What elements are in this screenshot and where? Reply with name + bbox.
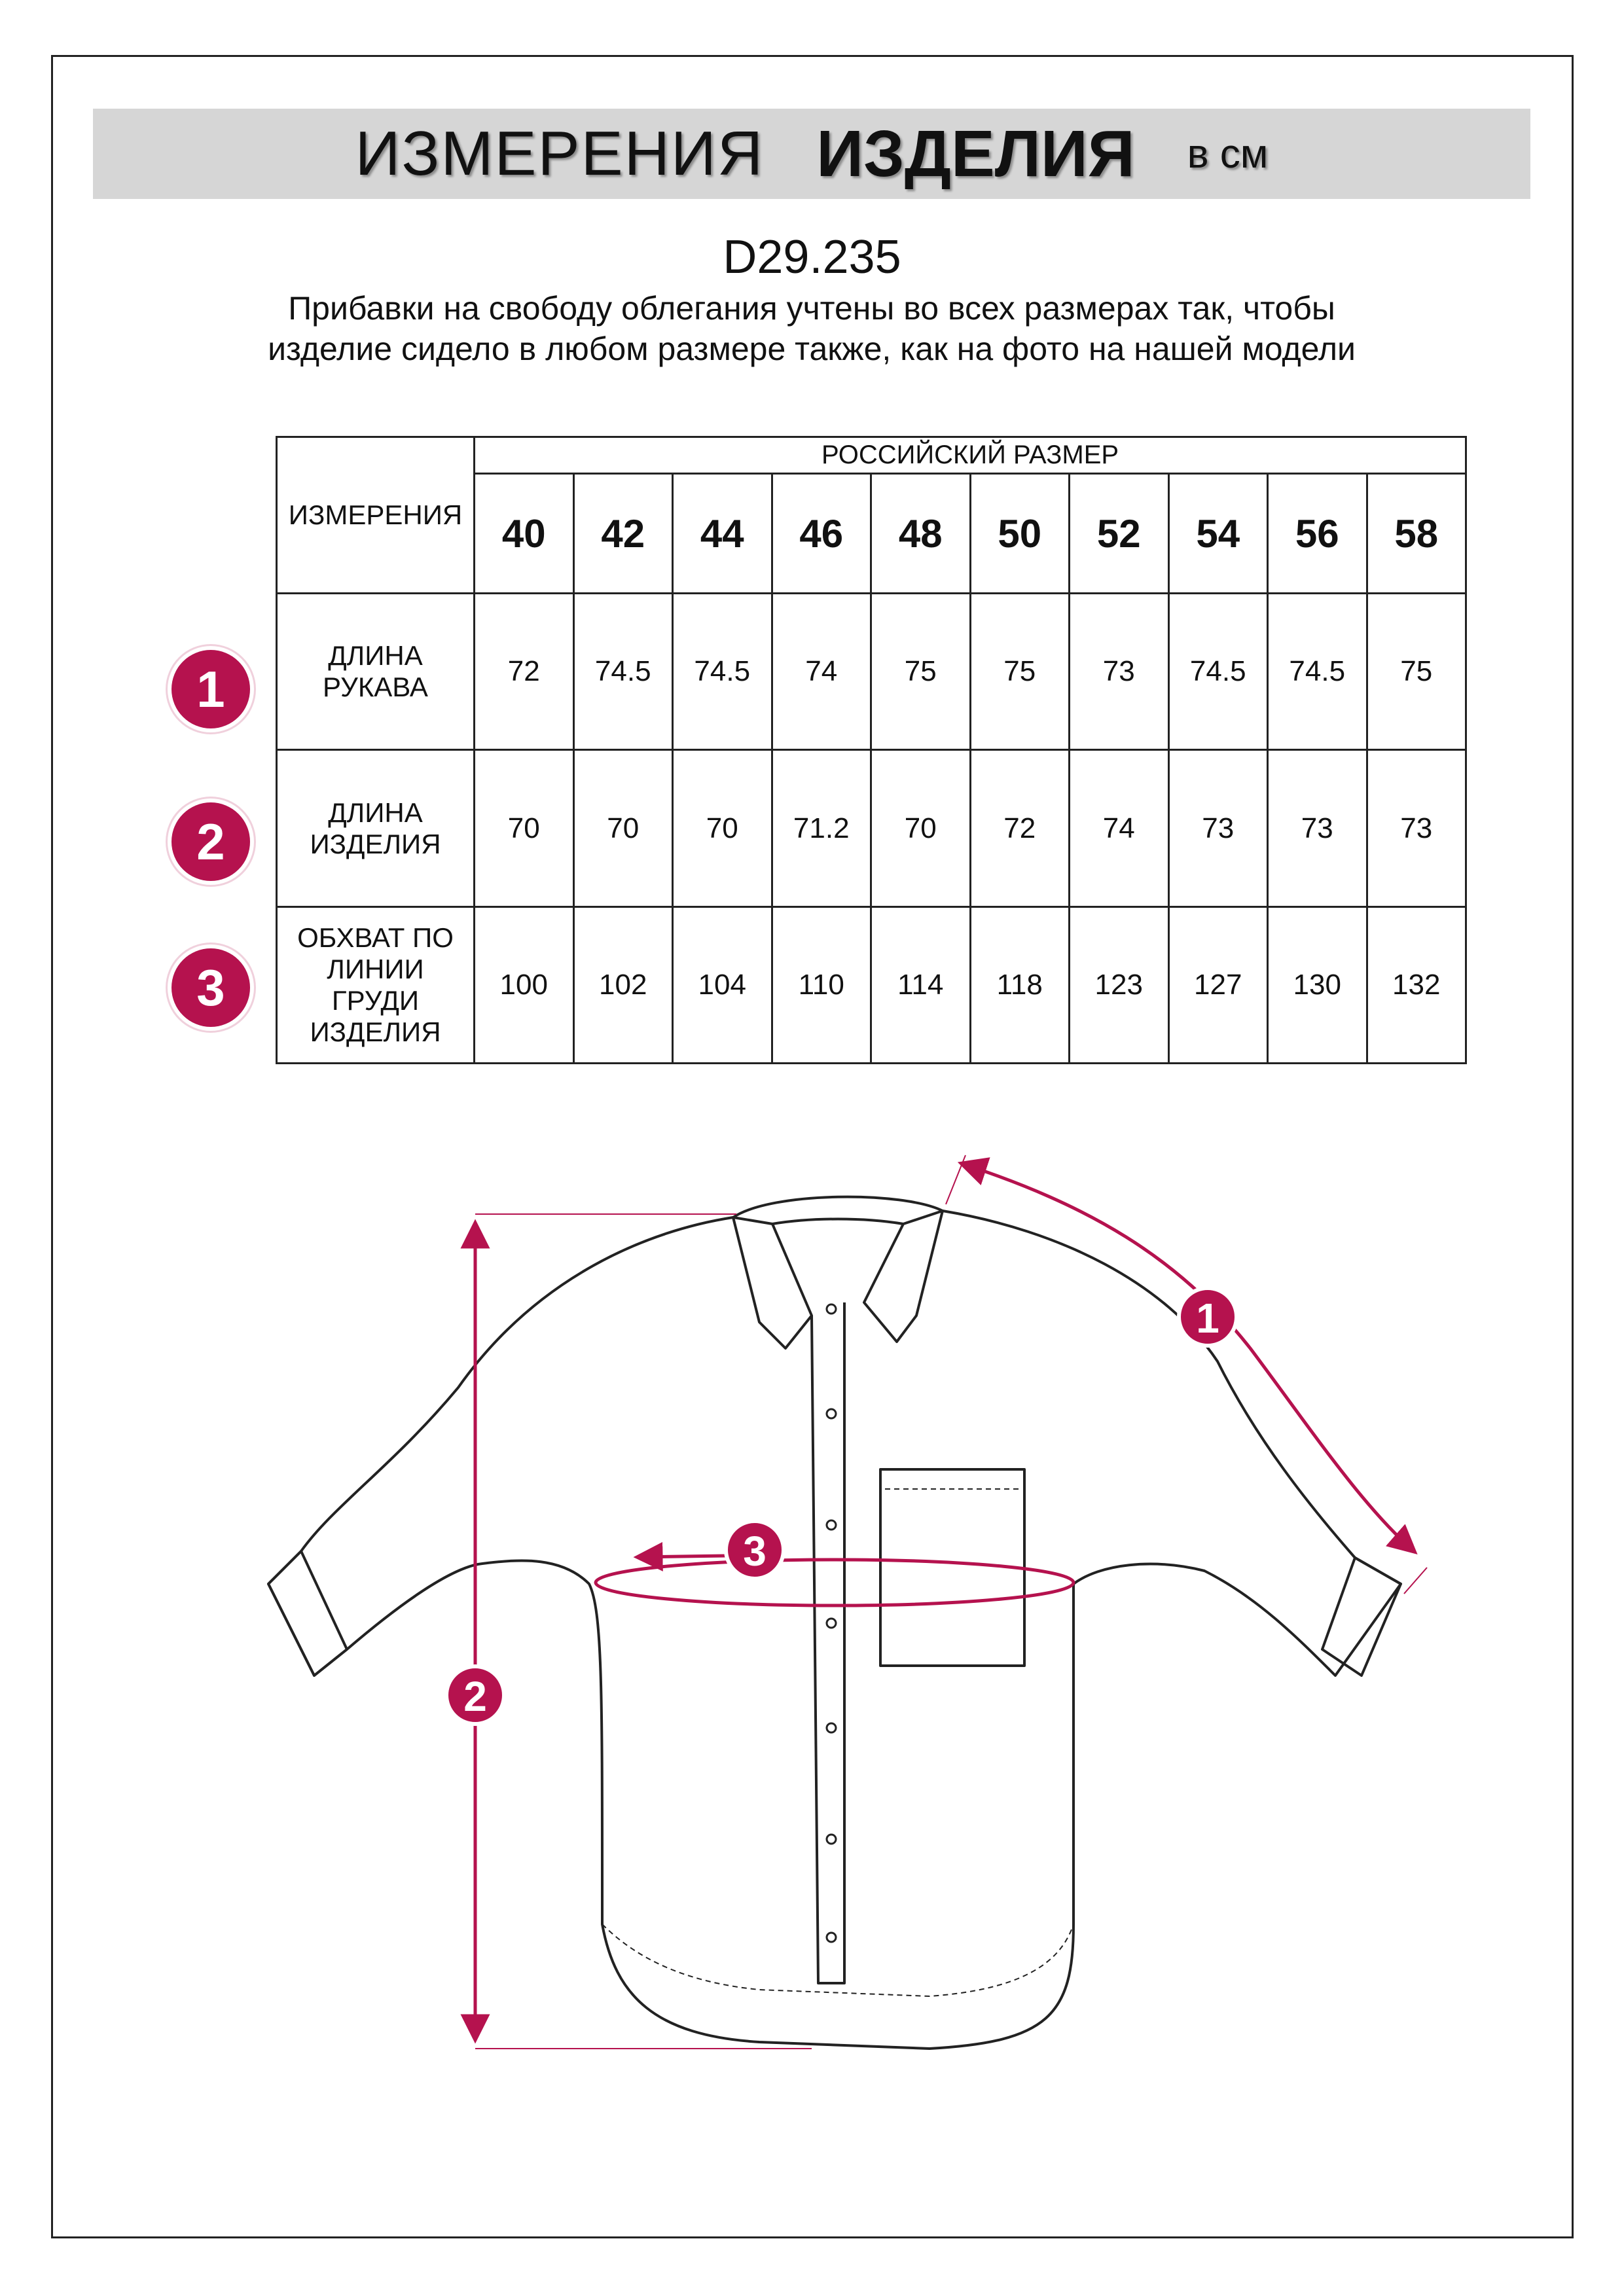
table-cell: 72 [475, 594, 574, 750]
size-header-cell: 48 [871, 474, 971, 594]
marker-1 [1179, 1288, 1236, 1346]
size-header-cell: 52 [1070, 474, 1169, 594]
row-label: ДЛИНА РУКАВА [277, 594, 475, 750]
table-cell: 74.5 [673, 594, 772, 750]
diagram-markers [446, 1288, 1236, 1724]
size-header-cell: 44 [673, 474, 772, 594]
table-cell: 114 [871, 906, 971, 1063]
table-cell: 70 [673, 750, 772, 906]
title-unit: в см [1187, 131, 1269, 177]
row-label: ДЛИНА ИЗДЕЛИЯ [277, 750, 475, 906]
table-cell: 74.5 [1168, 594, 1268, 750]
table-cell: 74 [1070, 750, 1169, 906]
marker-1-label: 1 [1196, 1295, 1219, 1342]
row-label: ОБХВАТ ПО ЛИНИИ ГРУДИ ИЗДЕЛИЯ [277, 906, 475, 1063]
button-icons [827, 1304, 836, 1942]
table-cell: 74.5 [1268, 594, 1367, 750]
button-icon [827, 1304, 836, 1314]
table-cell: 118 [970, 906, 1070, 1063]
table-cell: 75 [970, 594, 1070, 750]
sleeve-measure [946, 1155, 1427, 1594]
chest-measure [596, 1555, 1074, 1605]
row-badge-3: 3 [171, 948, 250, 1027]
table-cell: 127 [1168, 906, 1268, 1063]
table-cell: 75 [871, 594, 971, 750]
article-number: D29.235 [723, 231, 901, 283]
size-header-cell: 50 [970, 474, 1070, 594]
size-header-cell: 56 [1268, 474, 1367, 594]
size-header-cell: 42 [573, 474, 673, 594]
table-cell: 132 [1367, 906, 1466, 1063]
table-cell: 73 [1367, 750, 1466, 906]
table-cell: 70 [871, 750, 971, 906]
table-cell: 73 [1168, 750, 1268, 906]
table-cell: 102 [573, 906, 673, 1063]
table-cell: 75 [1367, 594, 1466, 750]
table-cell: 72 [970, 750, 1070, 906]
marker-3 [726, 1521, 784, 1579]
table-cell: 70 [475, 750, 574, 906]
table-cell: 123 [1070, 906, 1169, 1063]
button-icon [827, 1933, 836, 1942]
fit-note: Прибавки на свободу облегания учтены во всех размерах так, чтобы изделие сидело в любом размере также, как на фото на нашей модели [268, 290, 1356, 367]
marker-3-label: 3 [743, 1528, 767, 1575]
row-badge-1: 1 [171, 650, 250, 728]
table-cell: 70 [573, 750, 673, 906]
marker-2-label: 2 [463, 1673, 487, 1720]
table-cell: 130 [1268, 906, 1367, 1063]
table-cell: 74.5 [573, 594, 673, 750]
table-cell: 74 [772, 594, 871, 750]
length-measure [475, 1214, 812, 2049]
size-header-cell: 54 [1168, 474, 1268, 594]
size-header-cell: 40 [475, 474, 574, 594]
table-cell: 73 [1268, 750, 1367, 906]
table-cell: 104 [673, 906, 772, 1063]
table-cell: 73 [1070, 594, 1169, 750]
title-part2: ИЗДЕЛИЯ [816, 117, 1135, 190]
marker-2 [446, 1666, 504, 1724]
size-group-label: РОССИЙСКИЙ РАЗМЕР [475, 437, 1466, 474]
button-icon [827, 1409, 836, 1418]
button-icon [827, 1723, 836, 1732]
table-cell: 100 [475, 906, 574, 1063]
row-badge-2: 2 [171, 802, 250, 881]
button-icon [827, 1520, 836, 1530]
button-icon [827, 1835, 836, 1844]
table-cell: 110 [772, 906, 871, 1063]
size-header-cell: 58 [1367, 474, 1466, 594]
button-icon [827, 1619, 836, 1628]
table-cell: 71.2 [772, 750, 871, 906]
size-header-cell: 46 [772, 474, 871, 594]
corner-label: ИЗМЕРЕНИЯ [277, 437, 475, 594]
title-part1: ИЗМЕРЕНИЯ [355, 118, 765, 188]
